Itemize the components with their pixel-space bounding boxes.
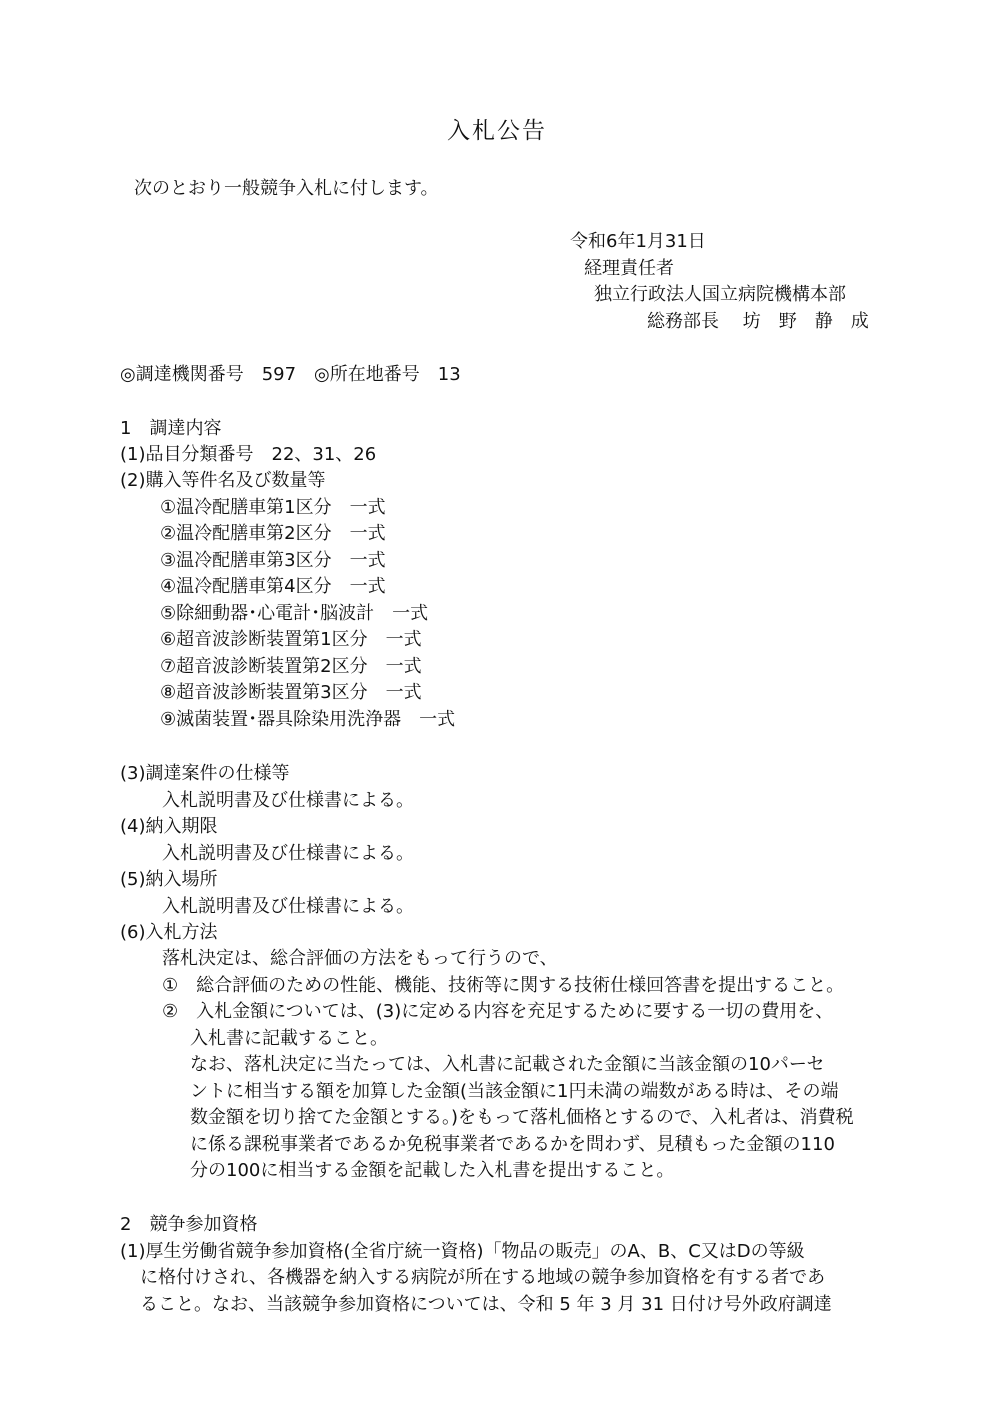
page-title: 入札公告: [447, 118, 547, 144]
section1-item4-text: 入札説明書及び仕様書による。: [162, 843, 414, 864]
section1-item1: (1)品目分類番号 22、31、26: [120, 444, 377, 465]
section1-heading: 1 調達内容: [120, 418, 222, 439]
issuer-organization: 独立行政法人国立病院機構本部: [594, 284, 846, 305]
product-item: ⑦超音波診断装置第2区分 一式: [160, 656, 422, 677]
section1-item6: (6)入札方法: [120, 922, 218, 943]
section1-item4: (4)納入期限: [120, 816, 218, 837]
section1-item6-lead: 落札決定は、総合評価の方法をもって行うので、: [162, 948, 558, 969]
section2-item1: (1)厚生労働省競争参加資格(全省庁統一資格)「物品の販売」のA、B、C又はDの等級: [120, 1241, 805, 1262]
section1-item5: (5)納入場所: [120, 869, 218, 890]
product-item: ②温冷配膳車第2区分 一式: [160, 523, 386, 544]
intro-text: 次のとおり一般競争入札に付します。: [134, 178, 439, 199]
product-item: ④温冷配膳車第4区分 一式: [160, 576, 386, 597]
issuer-signatory: 総務部長 坊 野 静 成: [647, 311, 869, 332]
section1-item6-note: ントに相当する額を加算した金額(当該金額に1円未満の端数がある時は、その端: [190, 1081, 839, 1102]
section1-item3-text: 入札説明書及び仕様書による。: [162, 790, 414, 811]
section1-item6-point2: ② 入札金額については、(3)に定める内容を充足するために要する一切の費用を、: [162, 1001, 834, 1022]
section1-item6-note: に係る課税事業者であるか免税事業者であるかを問わず、見積もった金額の110: [190, 1134, 835, 1155]
section1-item6-point2-cont: 入札書に記載すること。: [190, 1028, 388, 1049]
section1-item6-note: 分の100に相当する金額を記載した入札書を提出すること。: [190, 1160, 675, 1181]
issue-date: 令和6年1月31日: [570, 231, 706, 252]
section1-item5-text: 入札説明書及び仕様書による。: [162, 896, 414, 917]
product-item: ③温冷配膳車第3区分 一式: [160, 550, 386, 571]
section1-item3: (3)調達案件の仕様等: [120, 763, 290, 784]
section1-item6-note: なお、落札決定に当たっては、入札書に記載された金額に当該金額の10パーセ: [190, 1054, 825, 1075]
ids-line: ◎調達機関番号 597 ◎所在地番号 13: [120, 364, 461, 385]
section1-item6-note: 数金額を切り捨てた金額とする。)をもって落札価格とするので、入札者は、消費税: [190, 1107, 854, 1128]
section2-item1-cont: ること。なお、当該競争参加資格については、令和 5 年 3 月 31 日付け号外政府調達: [140, 1294, 832, 1315]
section1-item6-point1: ① 総合評価のための性能、機能、技術等に関する技術仕様回答書を提出すること。: [162, 975, 845, 996]
section2-heading: 2 競争参加資格: [120, 1214, 258, 1235]
issuer-role: 経理責任者: [584, 258, 674, 279]
product-item: ①温冷配膳車第1区分 一式: [160, 497, 386, 518]
product-item: ⑥超音波診断装置第1区分 一式: [160, 629, 422, 650]
section1-item2: (2)購入等件名及び数量等: [120, 470, 326, 491]
product-item: ⑤除細動器･心電計･脳波計 一式: [160, 603, 429, 624]
product-item: ⑨滅菌装置･器具除染用洗浄器 一式: [160, 709, 456, 730]
section2-item1-cont: に格付けされ、各機器を納入する病院が所在する地域の競争参加資格を有する者であ: [140, 1267, 826, 1288]
product-item: ⑧超音波診断装置第3区分 一式: [160, 682, 422, 703]
